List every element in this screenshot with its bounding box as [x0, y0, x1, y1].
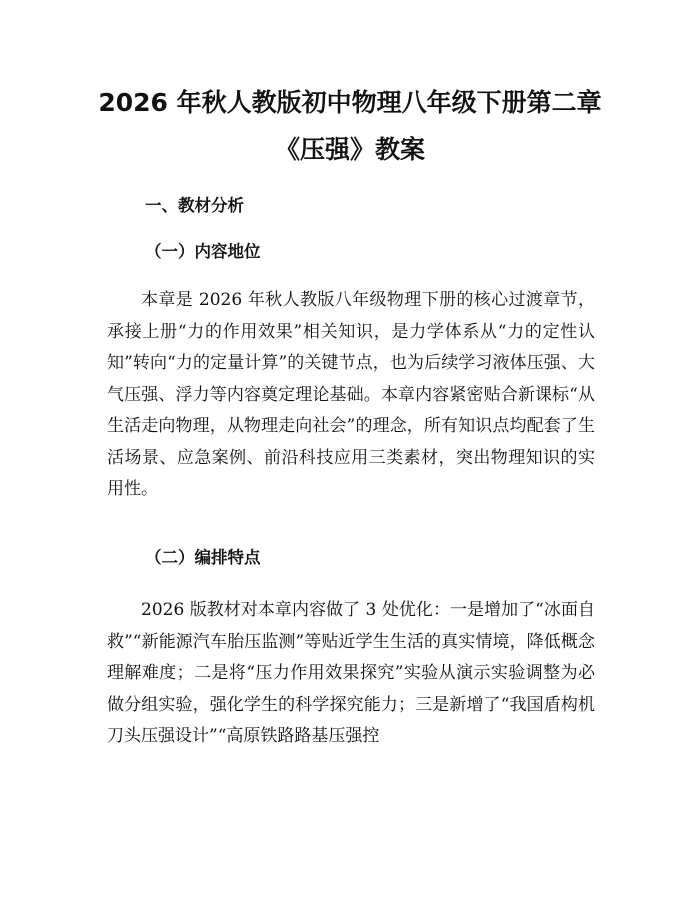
paragraph-content-position: 本章是 2026 年秋人教版八年级物理下册的核心过渡章节，承接上册“力的作用效果”相关知识，是力学体系从“力的定性认知”转向“力的定量计算”的关键节点，也为后续学习液体压强、大气压强、浮力等内容奠定理论基础。本章内容紧密贴合新课标“从生活走向物理，从物理走向社会”的理念，所有知识点均配套了生活场景、应急案例、前沿科技应用三类素材，突出物理知识的实用性。	[107, 290, 595, 499]
section-heading-textbook-analysis: 一、教材分析	[145, 196, 244, 215]
subsection-heading-layout-features: （二）编排特点	[145, 548, 261, 567]
subsection-heading-content-position: （一）内容地位	[145, 242, 261, 261]
document-title-line-1: 2026 年秋人教版初中物理八年级下册第二章	[98, 88, 602, 117]
paragraph-layout-features: 2026 版教材对本章内容做了 3 处优化：一是增加了“冰面自救”“新能源汽车胎压监测”等贴近学生生活的真实情境，降低概念理解难度；二是将“压力作用效果探究”实验从演示实验调整为必做分组实验，强化学生的科学探究能力；三是新增了“我国盾构机刀头压强设计”“高原铁路路基压强控	[107, 600, 595, 746]
document-title-line-2: 《压强》教案	[274, 135, 425, 164]
